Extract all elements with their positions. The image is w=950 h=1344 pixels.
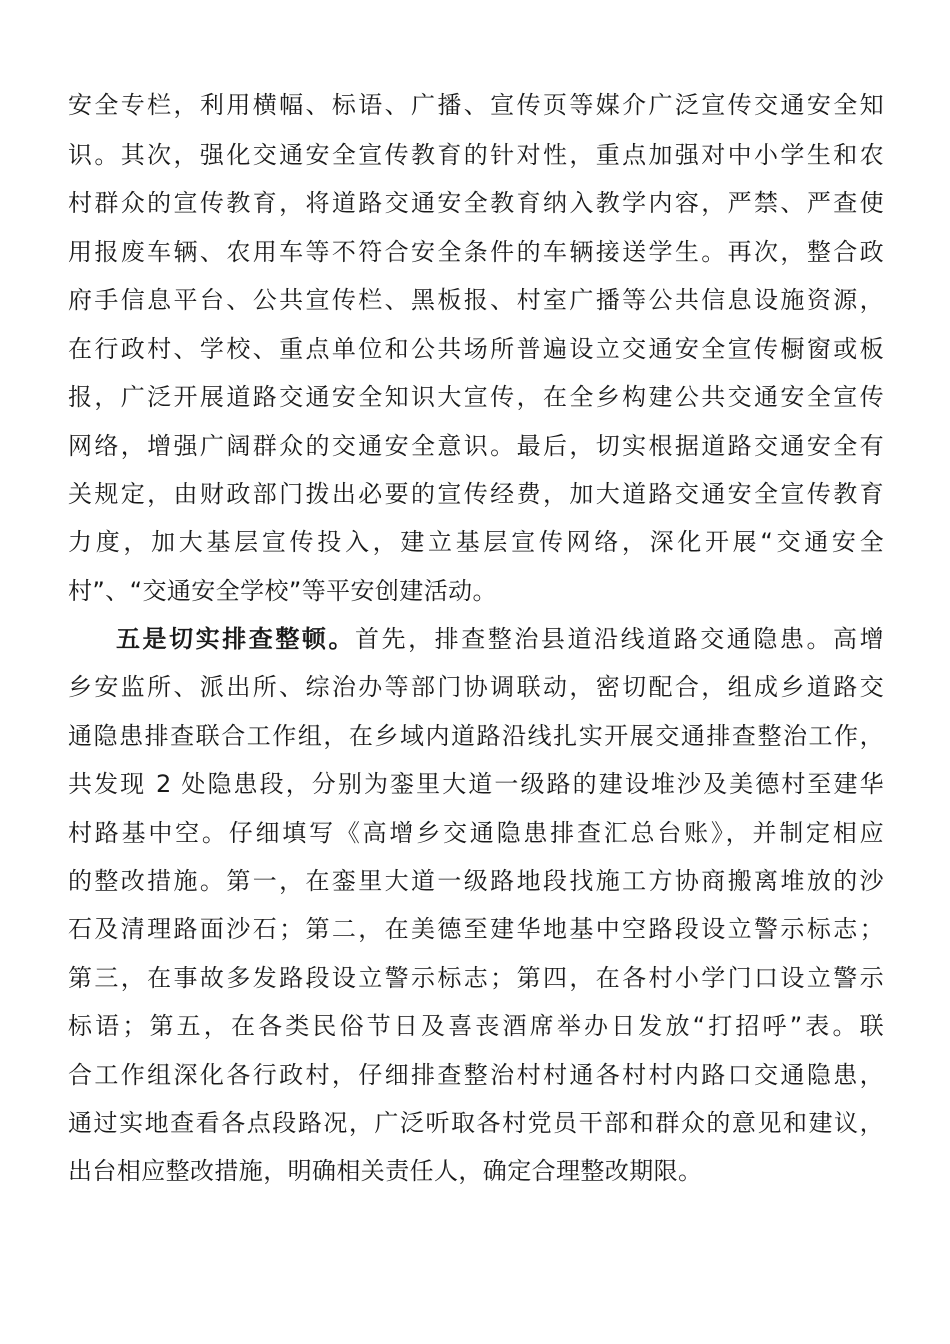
paragraph2-line: 通过实地查看各点段路况，广泛听取各村党员干部和群众的意见和建议，	[68, 1109, 884, 1137]
paragraph1-line: 安全专栏，利用横幅、标语、广播、宣传页等媒介广泛宣传交通安全知	[68, 91, 884, 119]
paragraph2-line: 出台相应整改措施，明确相关责任人，确定合理整改期限。	[68, 1157, 703, 1185]
paragraph2-heading: 五是切实排查整顿。	[116, 625, 356, 653]
paragraph1-line: 报，广泛开展道路交通安全知识大宣传，在全乡构建公共交通安全宣传	[68, 383, 884, 411]
paragraph2-line: 第三，在事故多发路段设立警示标志；第四，在各村小学门口设立警示	[68, 964, 884, 992]
paragraph1-line: 识。其次，强化交通安全宣传教育的针对性，重点加强对中小学生和农	[68, 141, 884, 169]
paragraph2-first-line-text: 首先，排查整治县道沿线道路交通隐患。高增	[355, 625, 884, 653]
paragraph2-line: 石及清理路面沙石；第二，在美德至建华地基中空路段设立警示标志；	[68, 915, 884, 943]
paragraph2-line: 的整改措施。第一，在銮里大道一级路地段找施工方协商搬离堆放的沙	[68, 867, 884, 895]
paragraph2-line: 共发现 2 处隐患段，分别为銮里大道一级路的建设堆沙及美德村至建华	[68, 770, 884, 798]
paragraph2-line: 乡安监所、派出所、综治办等部门协调联动，密切配合，组成乡道路交	[68, 673, 884, 701]
paragraph1-line: 用报废车辆、农用车等不符合安全条件的车辆接送学生。再次，整合政	[68, 238, 884, 266]
paragraph2-line: 标语；第五，在各类民俗节日及喜丧酒席举办日发放“打招呼”表。联	[68, 1012, 884, 1040]
paragraph1-line: 村群众的宣传教育，将道路交通安全教育纳入教学内容，严禁、严查使	[68, 189, 884, 217]
paragraph2-line: 合工作组深化各行政村，仔细排查整治村村通各村村内路口交通隐患，	[68, 1061, 884, 1089]
paragraph1-line: 网络，增强广阔群众的交通安全意识。最后，切实根据道路交通安全有	[68, 432, 884, 460]
paragraph1-line: 力度，加大基层宣传投入，建立基层宣传网络，深化开展“交通安全	[68, 528, 884, 556]
paragraph2-line: 村路基中空。仔细填写《高增乡交通隐患排查汇总台账》，并制定相应	[68, 819, 884, 847]
paragraph2-first-line	[68, 624, 884, 654]
paragraph1-line: 在行政村、学校、重点单位和公共场所普遍设立交通安全宣传橱窗或板	[68, 335, 884, 363]
paragraph1-line: 府手信息平台、公共宣传栏、黑板报、村室广播等公共信息设施资源，	[68, 286, 884, 314]
paragraph1-line: 关规定，由财政部门拨出必要的宣传经费，加大道路交通安全宣传教育	[68, 480, 884, 508]
paragraph1-line: 村”、“交通安全学校”等平安创建活动。	[68, 577, 497, 605]
paragraph2-line: 通隐患排查联合工作组，在乡域内道路沿线扎实开展交通排查整治工作，	[68, 722, 884, 750]
